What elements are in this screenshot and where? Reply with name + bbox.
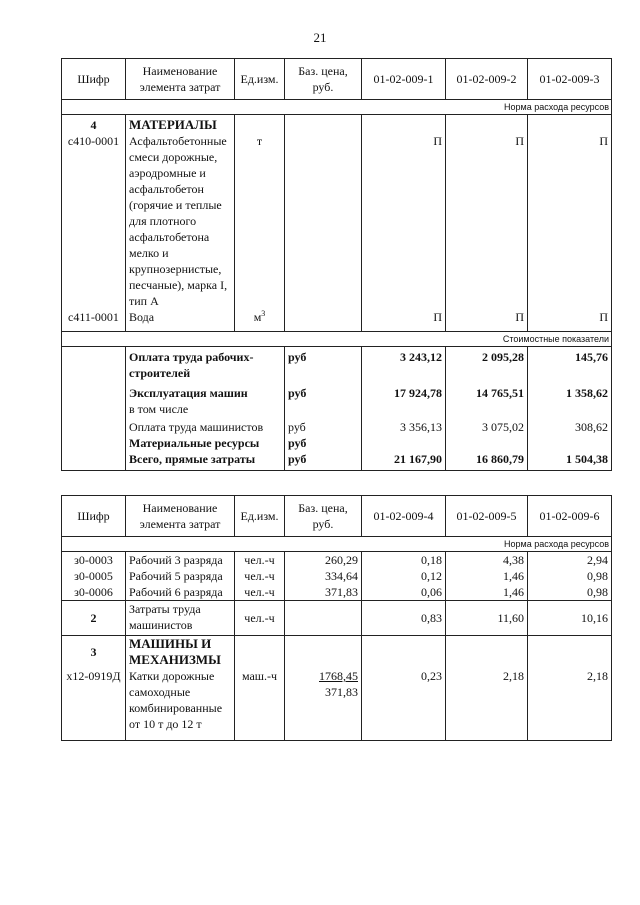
row-value-2: П [446, 133, 528, 309]
cost-row [62, 347, 612, 382]
cost-name: Всего, прямые затраты [126, 451, 285, 471]
row-code: з0-0006 [62, 584, 126, 601]
cost-row [62, 451, 612, 471]
table-row [62, 568, 612, 584]
row-code: с410-0001 [62, 133, 126, 309]
row-value-1: 0,83 [362, 601, 446, 636]
norm-label-row [62, 100, 612, 115]
cost-label-row [62, 332, 612, 347]
cost-value-2: 16 860,79 [446, 451, 528, 471]
table-row [62, 668, 612, 741]
row-value-2: 11,60 [446, 601, 528, 636]
row-code: с411-0001 [62, 309, 126, 332]
row-value-2: 1,46 [446, 568, 528, 584]
cost-name: Эксплуатация машин [126, 381, 285, 401]
row-value-3: П [528, 133, 612, 309]
cost-unit: руб [285, 417, 362, 435]
table-row [62, 584, 612, 601]
row-name: Рабочий 3 разряда [126, 552, 235, 569]
cost-value-3: 308,62 [528, 417, 612, 435]
row-unit: маш.-ч [235, 668, 285, 741]
row-value-2: П [446, 309, 528, 332]
cost-value-3: 145,76 [528, 347, 612, 382]
cost-name: Оплата труда рабочих-строителей [126, 347, 285, 382]
row-value-3: П [528, 309, 612, 332]
cost-value-3 [528, 401, 612, 417]
cost-value-1 [362, 435, 446, 451]
row-code: х12-0919Д [62, 668, 126, 741]
header-unit: Ед.изм. [235, 496, 285, 537]
header-code-1: 01-02-009-4 [362, 496, 446, 537]
norm-label: Норма расхода ресурсов [62, 537, 612, 552]
cost-value-2: 14 765,51 [446, 381, 528, 401]
header-cipher: Шифр [62, 59, 126, 100]
header-unit: Ед.изм. [235, 59, 285, 100]
row-name: Вода [126, 309, 235, 332]
cost-name: Оплата труда машинистов [126, 417, 285, 435]
row-price-top: 1768,45 [319, 669, 358, 683]
cost-unit: руб [285, 451, 362, 471]
row-value-1: П [362, 133, 446, 309]
row-name: Катки дорожные самоходные комбинированные от 10 т до 12 т [126, 668, 235, 741]
table-row [62, 309, 612, 332]
table-row [62, 133, 612, 309]
header-name: Наименование элемента затрат [126, 496, 235, 537]
row-price-bottom: 371,83 [325, 685, 358, 699]
section-code: 4 [62, 115, 126, 134]
header-code-3: 01-02-009-3 [528, 59, 612, 100]
cost-row [62, 401, 612, 417]
row-value-3: 10,16 [528, 601, 612, 636]
row-value-3: 0,98 [528, 568, 612, 584]
row-unit: чел.-ч [235, 568, 285, 584]
header-name: Наименование элемента затрат [126, 59, 235, 100]
cost-name: в том числе [126, 401, 285, 417]
cost-unit: руб [285, 381, 362, 401]
cost-value-1: 21 167,90 [362, 451, 446, 471]
cost-value-1: 17 924,78 [362, 381, 446, 401]
cost-value-2: 3 075,02 [446, 417, 528, 435]
section-materials-row [62, 115, 612, 134]
row-value-2: 2,18 [446, 668, 528, 741]
cost-name: Материальные ресурсы [126, 435, 285, 451]
section-code: 3 [62, 636, 126, 669]
section-title: МАТЕРИАЛЫ [126, 115, 235, 134]
header-code-1: 01-02-009-1 [362, 59, 446, 100]
header-price: Баз. цена, руб. [285, 59, 362, 100]
norm-label: Норма расхода ресурсов [62, 100, 612, 115]
row-name: Рабочий 5 разряда [126, 568, 235, 584]
section-title: МАШИНЫ И МЕХАНИЗМЫ [126, 636, 235, 669]
row-unit: чел.-ч [235, 584, 285, 601]
header-price: Баз. цена, руб. [285, 496, 362, 537]
row-value-3: 2,18 [528, 668, 612, 741]
row-code: з0-0005 [62, 568, 126, 584]
table-header [62, 59, 612, 100]
cost-row [62, 435, 612, 451]
row-value-2: 1,46 [446, 584, 528, 601]
row-code: з0-0003 [62, 552, 126, 569]
row-price: 260,29 [285, 552, 362, 569]
row-name: Асфальтобетонные смеси дорожные, аэродромные и асфальтобетон (горячие и теплые для плотного асфальтобетона мелко и крупнозернистые, песчаные), марка I, тип А [126, 133, 235, 309]
cost-value-1: 3 356,13 [362, 417, 446, 435]
row-value-1: 0,06 [362, 584, 446, 601]
row-code: 2 [62, 601, 126, 636]
row-value-1: 0,12 [362, 568, 446, 584]
cost-value-1: 3 243,12 [362, 347, 446, 382]
cost-value-2: 2 095,28 [446, 347, 528, 382]
table-header [62, 496, 612, 537]
cost-unit: руб [285, 435, 362, 451]
row-name: Рабочий 6 разряда [126, 584, 235, 601]
cost-value-2 [446, 401, 528, 417]
row-unit: чел.-ч [235, 601, 285, 636]
header-code-2: 01-02-009-2 [446, 59, 528, 100]
row-value-3: 0,98 [528, 584, 612, 601]
table-row [62, 601, 612, 636]
row-price [285, 668, 362, 741]
row-unit: чел.-ч [235, 552, 285, 569]
page-number: 21 [313, 30, 327, 45]
header-cipher: Шифр [62, 496, 126, 537]
resource-table-2 [61, 495, 612, 741]
table-row [62, 552, 612, 569]
header-code-3: 01-02-009-6 [528, 496, 612, 537]
cost-row [62, 417, 612, 435]
cost-unit: руб [285, 347, 362, 382]
row-value-2: 4,38 [446, 552, 528, 569]
row-unit: т [235, 133, 285, 309]
row-value-1: 0,23 [362, 668, 446, 741]
row-price: 371,83 [285, 584, 362, 601]
cost-value-1 [362, 401, 446, 417]
row-name: Затраты труда машинистов [126, 601, 235, 636]
row-unit: $м^3$ [235, 309, 285, 332]
cost-value-3: 1 504,38 [528, 451, 612, 471]
row-value-3: 2,94 [528, 552, 612, 569]
cost-row [62, 381, 612, 401]
cost-value-3 [528, 435, 612, 451]
row-value-1: 0,18 [362, 552, 446, 569]
header-code-2: 01-02-009-5 [446, 496, 528, 537]
row-price: 334,64 [285, 568, 362, 584]
cost-unit [285, 401, 362, 417]
cost-value-2 [446, 435, 528, 451]
row-value-1: П [362, 309, 446, 332]
resource-table-1 [61, 58, 612, 471]
cost-value-3: 1 358,62 [528, 381, 612, 401]
section-machines-row [62, 636, 612, 669]
norm-label-row [62, 537, 612, 552]
cost-label: Стоимостные показатели [62, 332, 612, 347]
